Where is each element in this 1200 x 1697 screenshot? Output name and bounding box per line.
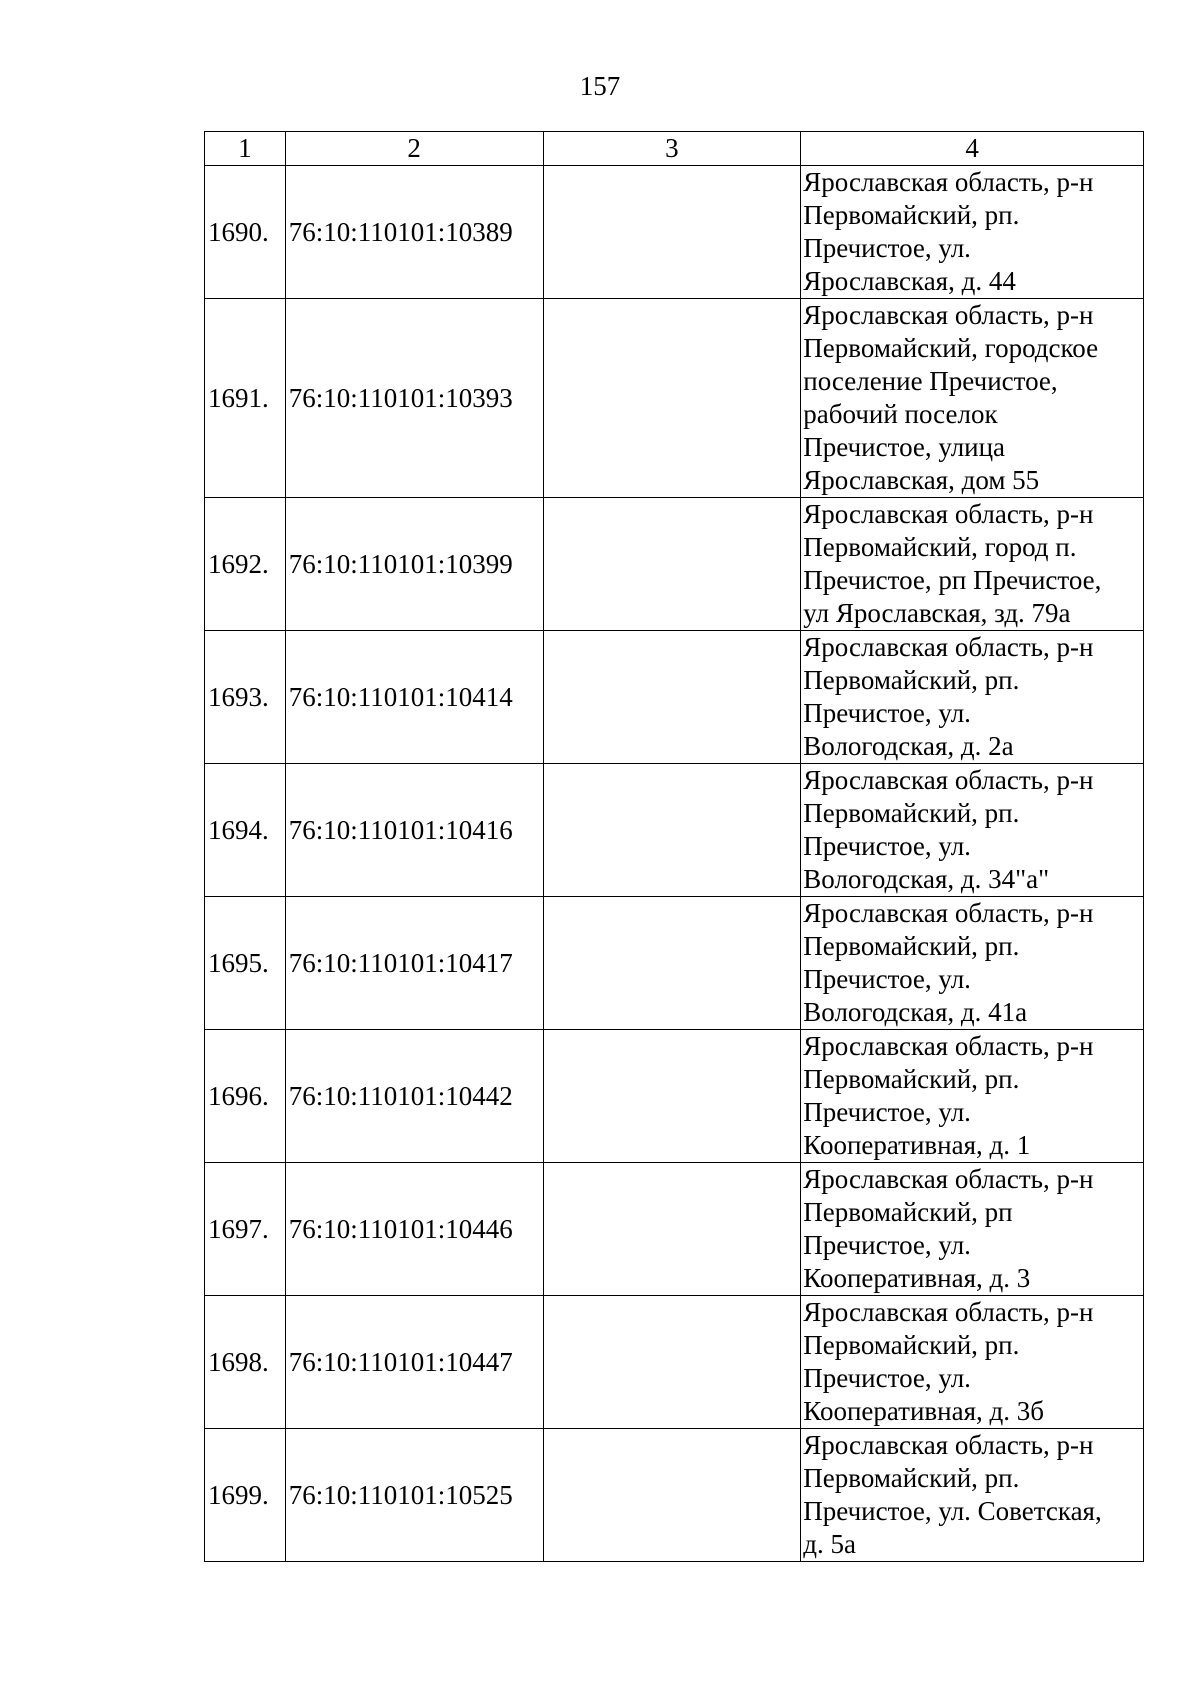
column-3-cell xyxy=(543,498,801,631)
table-row xyxy=(205,764,1144,897)
address-line: Пречистое, ул. xyxy=(803,1230,971,1260)
address-line: Первомайский, рп. xyxy=(803,931,1020,961)
address-line: Первомайский, город п. xyxy=(803,532,1077,562)
address-cell xyxy=(801,498,1144,631)
page-number: 157 xyxy=(579,71,621,101)
address-line: Ярославская, дом 55 xyxy=(803,465,1040,495)
address-line: Кооперативная, д. 3 xyxy=(803,1263,1031,1293)
address-line: Ярославская область, р-н xyxy=(803,765,1094,795)
address-line: Ярославская область, р-н xyxy=(803,1164,1094,1194)
address-line: Ярославская область, р-н xyxy=(803,898,1094,928)
address-cell xyxy=(801,1030,1144,1163)
cadastral-number-cell: 76:10:110101:10399 xyxy=(285,498,543,631)
address-cell xyxy=(801,1163,1144,1296)
address-line: Первомайский, рп. xyxy=(803,200,1020,230)
address-line: Пречистое, рп Пречистое, xyxy=(803,565,1102,595)
address-cell xyxy=(801,631,1144,764)
column-header-2: 2 xyxy=(285,132,543,166)
table-row xyxy=(205,299,1144,498)
column-header-3: 3 xyxy=(543,132,801,166)
address-line: Первомайский, городское xyxy=(803,333,1099,363)
column-3-cell xyxy=(543,1030,801,1163)
column-3-cell xyxy=(543,1163,801,1296)
address-line: Ярославская, д. 44 xyxy=(803,266,1016,296)
address-cell xyxy=(801,897,1144,1030)
column-header-1: 1 xyxy=(205,132,286,166)
cadastral-number-cell: 76:10:110101:10389 xyxy=(285,166,543,299)
cadastral-number-cell: 76:10:110101:10446 xyxy=(285,1163,543,1296)
address-line: ул Ярославская, зд. 79а xyxy=(803,598,1071,628)
row-number-cell: 1692. xyxy=(205,498,286,631)
table-row xyxy=(205,498,1144,631)
address-line: Ярославская область, р-н xyxy=(803,632,1094,662)
row-number-cell: 1699. xyxy=(205,1429,286,1562)
table-row xyxy=(205,897,1144,1030)
address-line: Пречистое, ул. xyxy=(803,1363,971,1393)
cadastral-number-cell: 76:10:110101:10414 xyxy=(285,631,543,764)
table-row xyxy=(205,1030,1144,1163)
table-row xyxy=(205,1163,1144,1296)
cadastral-number-cell: 76:10:110101:10447 xyxy=(285,1296,543,1429)
column-3-cell xyxy=(543,166,801,299)
table-row xyxy=(205,166,1144,299)
address-line: Первомайский, рп. xyxy=(803,665,1020,695)
table-body xyxy=(205,166,1144,1562)
address-line: Ярославская область, р-н xyxy=(803,1430,1094,1460)
column-3-cell xyxy=(543,764,801,897)
address-line: д. 5а xyxy=(803,1529,857,1559)
address-line: Первомайский, рп. xyxy=(803,798,1020,828)
address-cell xyxy=(801,1429,1144,1562)
address-line: Пречистое, ул. xyxy=(803,964,971,994)
address-line: Ярославская область, р-н xyxy=(803,1031,1094,1061)
address-line: Ярославская область, р-н xyxy=(803,1297,1094,1327)
column-3-cell xyxy=(543,631,801,764)
address-line: Пречистое, ул. xyxy=(803,1097,971,1127)
address-line: рабочий поселок xyxy=(803,399,998,429)
row-number-cell: 1698. xyxy=(205,1296,286,1429)
address-line: Пречистое, ул. Советская, xyxy=(803,1496,1102,1526)
row-number-cell: 1695. xyxy=(205,897,286,1030)
cadastral-number-cell: 76:10:110101:10416 xyxy=(285,764,543,897)
address-line: Ярославская область, р-н xyxy=(803,499,1094,529)
address-line: Вологодская, д. 34"а" xyxy=(803,864,1050,894)
cadastral-number-cell: 76:10:110101:10525 xyxy=(285,1429,543,1562)
table-row xyxy=(205,1296,1144,1429)
column-header-4: 4 xyxy=(801,132,1144,166)
address-line: Пречистое, ул. xyxy=(803,698,971,728)
row-number-cell: 1696. xyxy=(205,1030,286,1163)
address-line: Первомайский, рп xyxy=(803,1197,1013,1227)
row-number-cell: 1697. xyxy=(205,1163,286,1296)
row-number-cell: 1690. xyxy=(205,166,286,299)
row-number-cell: 1691. xyxy=(205,299,286,498)
address-cell xyxy=(801,299,1144,498)
address-line: Вологодская, д. 41а xyxy=(803,997,1028,1027)
column-3-cell xyxy=(543,299,801,498)
address-line: Первомайский, рп. xyxy=(803,1330,1020,1360)
address-line: Пречистое, улица xyxy=(803,432,1006,462)
table-row xyxy=(205,631,1144,764)
address-line: Первомайский, рп. xyxy=(803,1463,1020,1493)
address-line: Ярославская область, р-н xyxy=(803,167,1094,197)
address-cell xyxy=(801,1296,1144,1429)
cadastral-number-cell: 76:10:110101:10417 xyxy=(285,897,543,1030)
cadastral-number-cell: 76:10:110101:10393 xyxy=(285,299,543,498)
data-table xyxy=(204,131,1144,1562)
row-number-cell: 1694. xyxy=(205,764,286,897)
table-row xyxy=(205,1429,1144,1562)
address-line: Кооперативная, д. 1 xyxy=(803,1130,1031,1160)
column-3-cell xyxy=(543,1429,801,1562)
table-header-row xyxy=(205,132,1144,166)
row-number-cell: 1693. xyxy=(205,631,286,764)
column-3-cell xyxy=(543,897,801,1030)
address-line: Вологодская, д. 2а xyxy=(803,731,1014,761)
address-line: Пречистое, ул. xyxy=(803,831,971,861)
column-3-cell xyxy=(543,1296,801,1429)
address-line: Пречистое, ул. xyxy=(803,233,971,263)
address-line: Ярославская область, р-н xyxy=(803,300,1094,330)
cadastral-number-cell: 76:10:110101:10442 xyxy=(285,1030,543,1163)
address-line: Первомайский, рп. xyxy=(803,1064,1020,1094)
address-line: поселение Пречистое, xyxy=(803,366,1058,396)
address-line: Кооперативная, д. 3б xyxy=(803,1396,1045,1426)
address-cell xyxy=(801,764,1144,897)
address-cell xyxy=(801,166,1144,299)
